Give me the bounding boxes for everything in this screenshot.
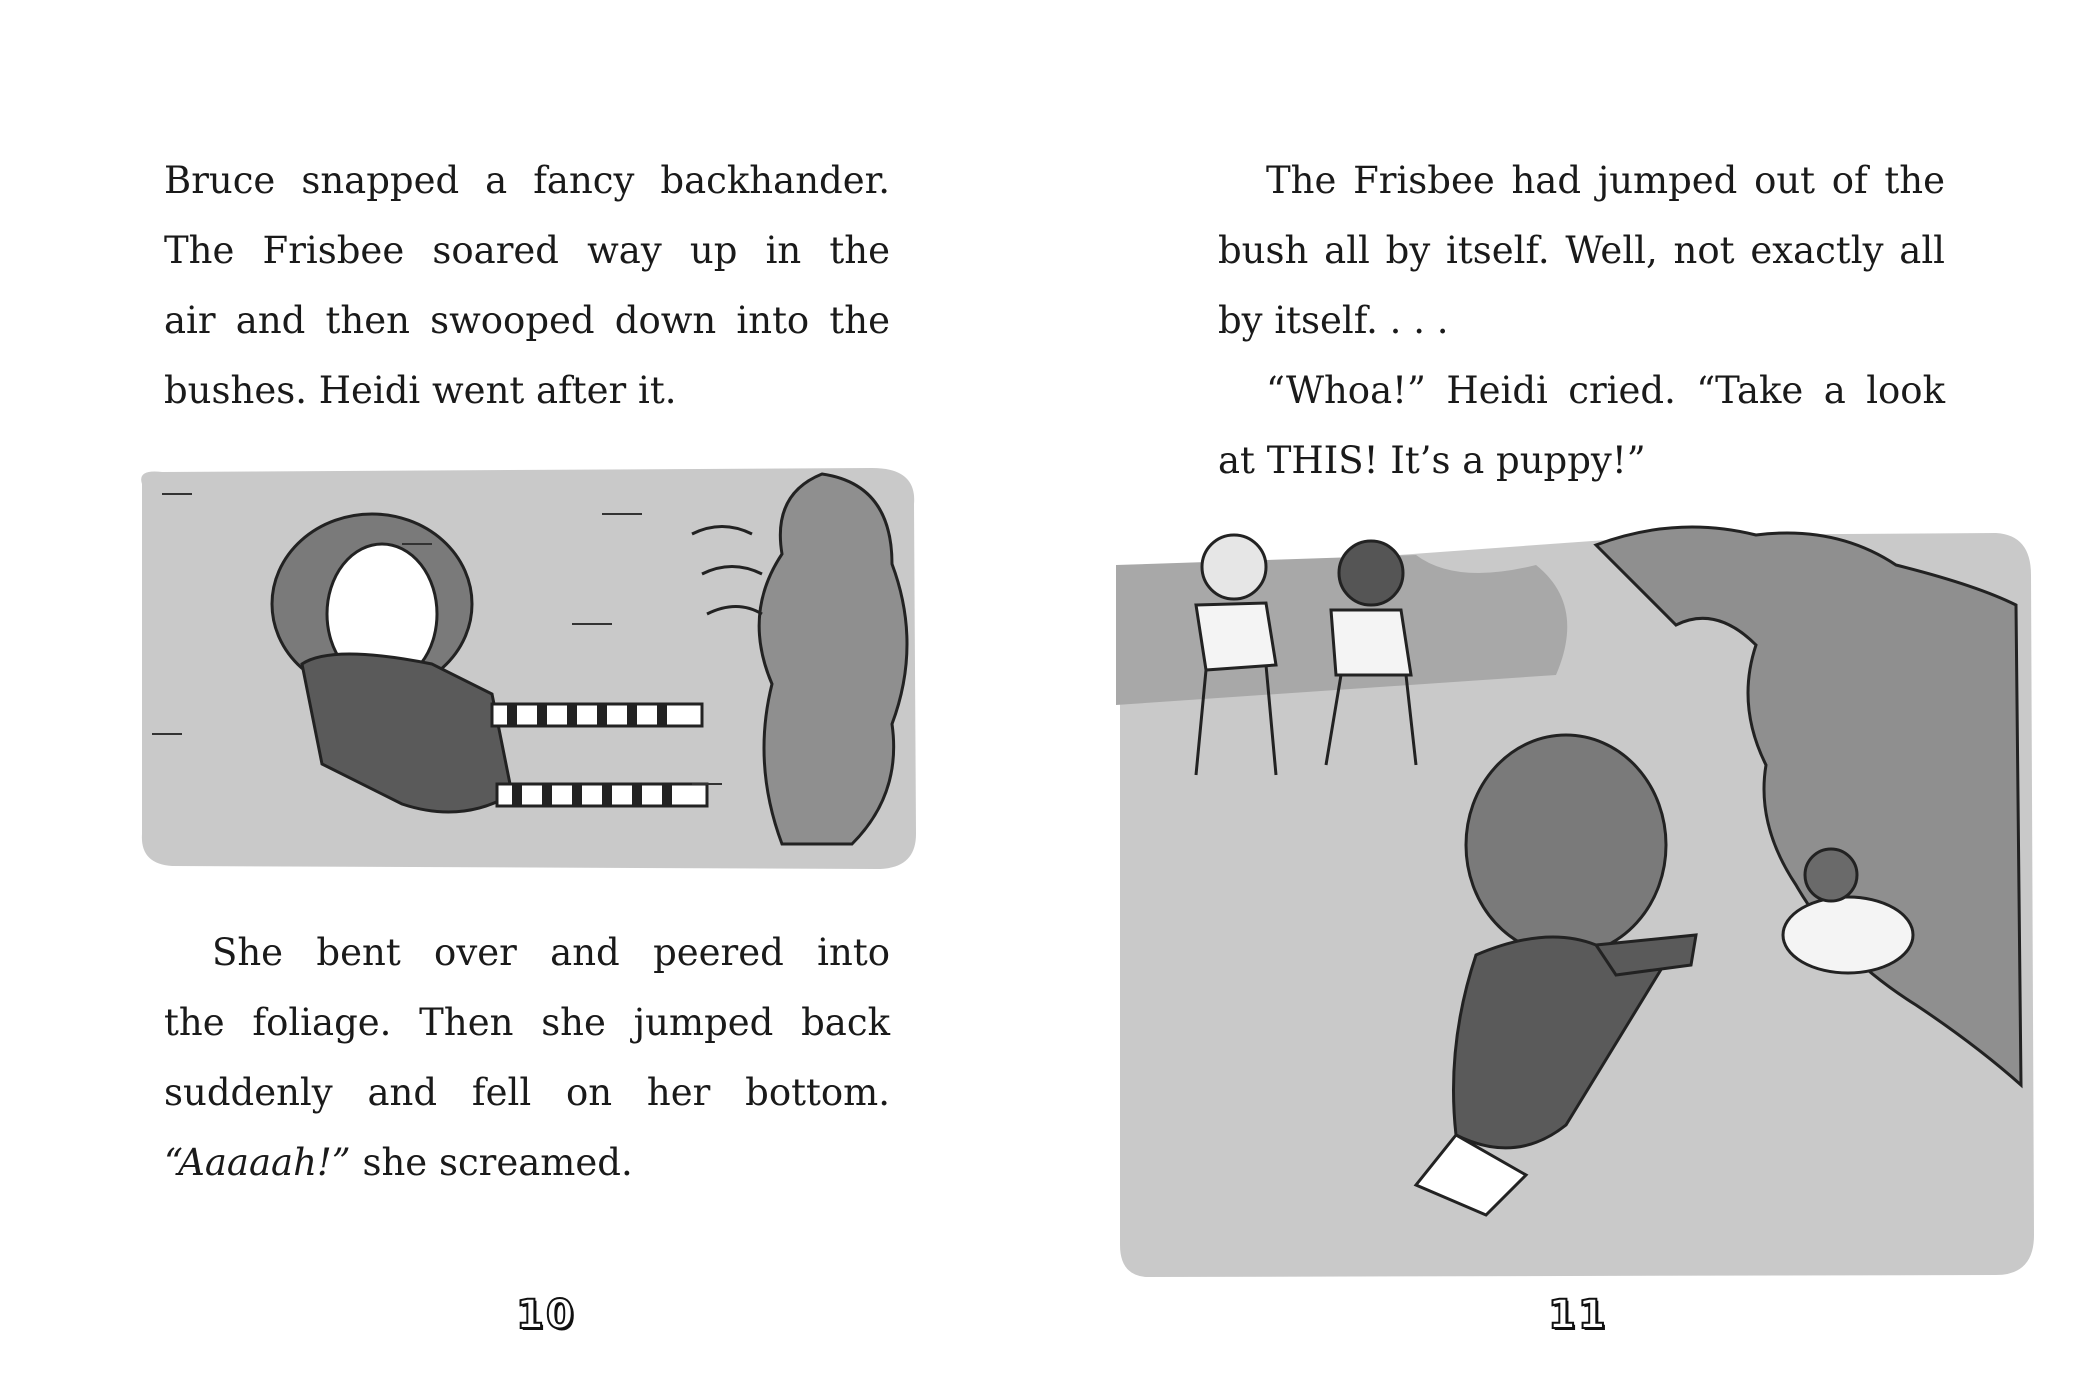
text-line: the foliage. Then she jumped back [164,1001,890,1044]
illustration-puppy-discovery [1116,525,2036,1280]
text-line [164,1128,890,1198]
text-fragment: she screamed. [350,1141,633,1184]
text-line: Bruce snapped a fancy backhander. [164,159,890,202]
page-number-right: 11 [1548,1292,1608,1338]
text-line: bushes. Heidi went after it. [164,369,677,412]
right-paragraph-1 [1218,146,1945,356]
text-line: at THIS! It’s a puppy!” [1218,439,1646,482]
text-line: air and then swooped down into the [164,299,890,342]
left-paragraph-1 [164,146,890,426]
text-line: She bent over and peered into [212,931,890,974]
page-number-left: 10 [516,1292,576,1338]
text-line: The Frisbee had jumped out of the [1266,159,1945,202]
left-paragraph-2 [164,918,890,1198]
text-line: suddenly and fell on her bottom. [164,1071,890,1114]
illustration-heidi-fallen [132,464,922,876]
text-line: The Frisbee soared way up in the [164,229,890,272]
right-paragraph-2 [1218,356,1945,496]
text-line: “Whoa!” Heidi cried. “Take a look [1266,369,1945,412]
text-line: bush all by itself. Well, not exactly all [1218,229,1945,272]
text-line: by itself. . . . [1218,299,1449,342]
scream-text: “Aaaaah!” [164,1141,351,1184]
